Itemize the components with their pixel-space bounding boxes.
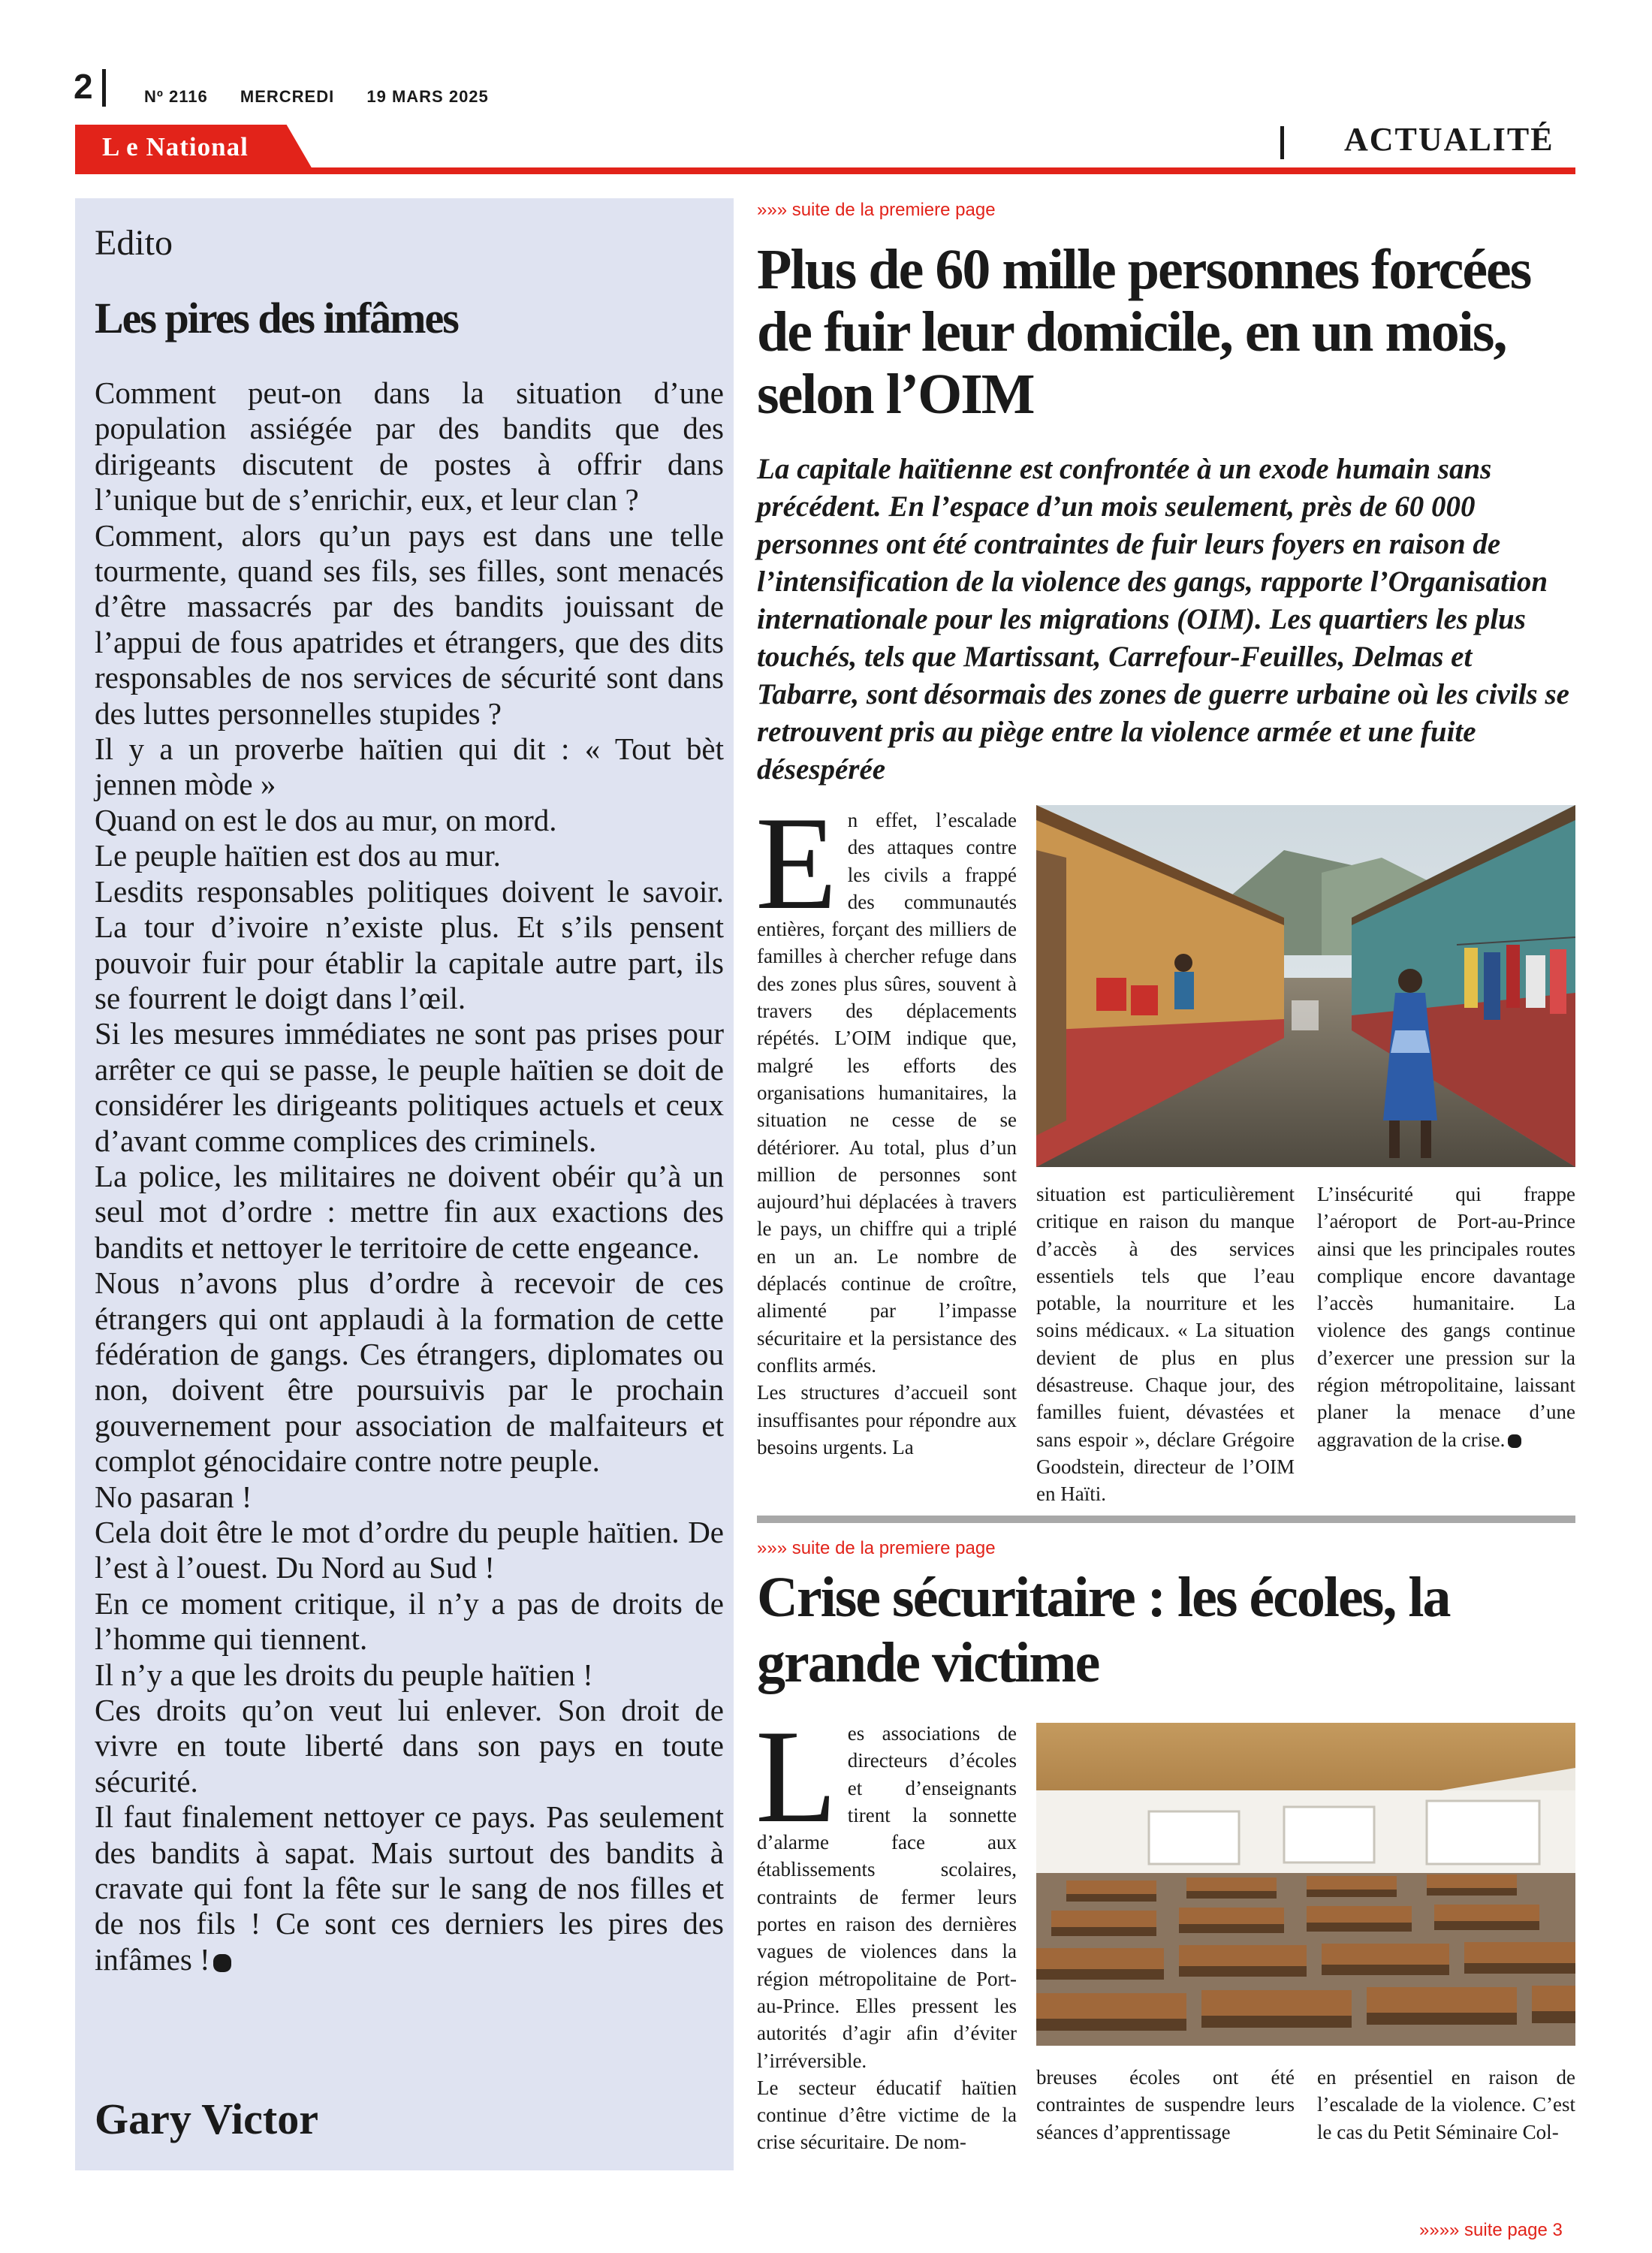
edito-body [95,376,724,1977]
article1-column-3 [1317,1181,1575,1453]
article2-column-3 [1317,2064,1575,2146]
article2-kicker: »»» suite de la premiere page [757,1538,996,1558]
article2-dropcap: L [755,1702,837,1850]
article1-paragraph-last [1317,1181,1575,1453]
article1-title: Plus de 60 mille personnes forcées de fuir leur domicile, en un mois, selon l’OIM [757,238,1531,426]
article2-column-1 [755,1702,1017,2156]
issue-line [144,87,516,107]
article1-column-1 [755,789,1017,1461]
article1-paragraph-text: L’insécurité qui frappe l’aéroport de Port-au-Prince ainsi que les principales routes complique encore davantage l’accès humanitaire. La violence des gangs continue d’exercer une pression sur la région métropolitaine, laissant planer la menace d’une aggravation de la crise. [1317,1183,1575,1451]
edito-label: Edito [95,223,173,263]
end-of-article-icon [213,1954,231,1972]
edito-paragraph: Quand on est le dos au mur, on mord. [95,802,557,837]
article1-paragraph-text: n effet, l’escalade des attaques contre les civils a frappé des communautés entières, forçant des milliers de familles à chercher refuge dans des zones plus sûres, souvent à travers des déplacements répétés. L’OIM indique que, malgré les efforts des organisations humanitaires, la situation ne cesse de se détériorer. Au total, plus d’un million de personnes sont aujourd’hui déplacées à travers le pays, un chiffre qui a triplé en un an. Le nombre de déplacés continue de croître, alimenté par l’impasse sécuritaire et la persistance des conflits armés. [757,809,1017,1377]
article2-paragraph: Le secteur éducatif haïtien continue d’être victime de la crise sécuritaire. De nom- [757,2076,1017,2154]
edito-paragraph: Si les mesures immédiates ne sont pas prises pour arrêter ce qui se passe, le peuple haïtien se doit de considérer les dirigeants politiques actuels et ceux d’avant comme complices des criminels. [95,1016,724,1158]
article2-paragraph [755,1702,1017,2074]
edito-paragraph: Nous n’avons plus d’ordre à recevoir de ces étrangers qui ont applaudi à la formation de cette fédération de gangs. Ces étrangers, diplomates ou non, doivent être poursuivis par le prochain gouvernement pour association de malfaiteurs et complot génocidaire contre notre peuple. [95,1265,724,1479]
article2-column-2 [1036,2064,1295,2146]
edito-paragraph: Le peuple haïtien est dos au mur. [95,838,501,873]
section-divider [1280,126,1284,159]
edito-paragraph: En ce moment critique, il n’y a pas de droits de l’homme qui tiennent. [95,1585,724,1657]
article2-title: Crise sécuritaire : les écoles, la grande victime [757,1566,1450,1694]
article1-paragraph [755,789,1017,1379]
page-number: 2 [74,67,93,106]
article2-paragraph: breuses écoles ont été contraintes de suspendre leurs séances d’apprentissage [1036,2066,1295,2143]
edito-paragraph: Comment, alors qu’un pays est dans une telle tourmente, quand ses fils, ses filles, sont menacés d’être massacrés par des bandits jouissant de l’appui de fous apatrides et étrangers, que des dits responsables de nos services de sécurité sont dans des luttes personnelles stupides ? [95,517,724,731]
edito-paragraph-last [95,1799,724,1977]
edito-paragraph: Il y a un proverbe haïtien qui dit : « Tout bèt jennen mòde » [95,731,724,802]
issue-number: Nº 2116 [144,87,208,106]
edito-paragraph-text: Il faut finalement nettoyer ce pays. Pas seulement des bandits à sapat. Mais surtout des bandits à cravate qui font la fête sur le sang de nos filles et de nos fils ! Ce sont ces derniers les pires des infâmes ! [95,1799,724,1977]
article1-photo-displacement-camp [1036,805,1575,1167]
edito-author: Gary Victor [95,2095,318,2143]
article1-column-2 [1036,1181,1295,1508]
edito-paragraph: La police, les militaires ne doivent obéir qu’à un seul mot d’ordre : mettre fin aux exactions des bandits et nettoyer le territoire de cette engeance. [95,1158,724,1265]
page-number-divider [102,69,106,107]
edito-paragraph: Lesdits responsables politiques doivent le savoir. La tour d’ivoire n’existe plus. Et s’ils pensent pouvoir fuir pour établir la capitale autre part, ils se fourrent le doigt dans l’œil. [95,873,724,1015]
article1-paragraph: situation est particulièrement critique en raison du manque d’accès à des services essentiels tels que l’eau potable, la nourriture et les soins médicaux. « La situation devient de plus en plus désastreuse. Chaque jour, des familles fuient, dévastées et sans espoir », déclare Grégoire Goodstein, directeur de l’OIM en Haïti. [1036,1183,1295,1506]
edito-paragraph: Cela doit être le mot d’ordre du peuple haïtien. De l’est à l’ouest. Du Nord au Sud ! [95,1515,724,1585]
article2-paragraph-text: es associations de directeurs d’écoles et d’enseignants tirent la sonnette d’alarme face aux établissements scolaires, contraints de fermer leurs portes en raison des dernières vagues de violences dans la région métropolitaine de Port-au-Prince. Elles pressent les autorités d’agir afin d’éviter l’irréversible. [757,1722,1017,2072]
section-name: ACTUALITÉ [1344,121,1554,158]
article1-lead: La capitale haïtienne est confrontée à un exode humain sans précédent. En l’espace d’un mois seulement, près de 60 000 personnes ont été contraintes de fuir leurs foyers en raison de l’intensification de la violence des gangs, rapporte l’Organisation internationale pour les migrations (OIM). Les quartiers les plus touchés, tels que Martissant, Carrefour-Feuilles, Delmas et Tabarre, sont désormais des zones de guerre urbaine où les civils se retrouvent pris au piège entre la violence armée et une fuite désespérée [757,453,1569,786]
edito-paragraph: No pasaran ! [95,1479,252,1514]
displacement-camp-image [1036,805,1575,1167]
issue-date: 19 MARS 2025 [366,87,489,106]
issue-weekday: MERCREDI [240,87,335,106]
article1-paragraph: Les structures d’accueil sont insuffisantes pour répondre aux besoins urgents. La [757,1381,1017,1458]
article1-dropcap: E [755,789,837,937]
edito-title: Les pires des infâmes [95,294,458,342]
empty-classroom-image [1036,1723,1575,2046]
article-divider [757,1516,1575,1523]
end-of-article-icon [1508,1434,1521,1448]
brand-name: L e National [102,132,249,161]
edito-paragraph: Il n’y a que les droits du peuple haïtien ! [95,1657,593,1692]
edito-paragraph: Comment peut-on dans la situation d’une population assiégée par des bandits que des dirigeants discutent de postes à offrir dans l’unique but de s’enrichir, eux, et leur clan ? [95,376,724,517]
article1-kicker: »»» suite de la premiere page [757,200,996,220]
article2-photo-empty-classroom [1036,1723,1575,2046]
edito-paragraph: Ces droits qu’on veut lui enlever. Son droit de vivre en toute liberté dans son pays en toute sécurité. [95,1693,724,1799]
article2-paragraph: en présentiel en raison de l’escalade de la violence. C’est le cas du Petit Séminaire Col- [1317,2066,1575,2143]
continued-on-page-link[interactable]: »»»» suite page 3 [1419,2220,1563,2240]
